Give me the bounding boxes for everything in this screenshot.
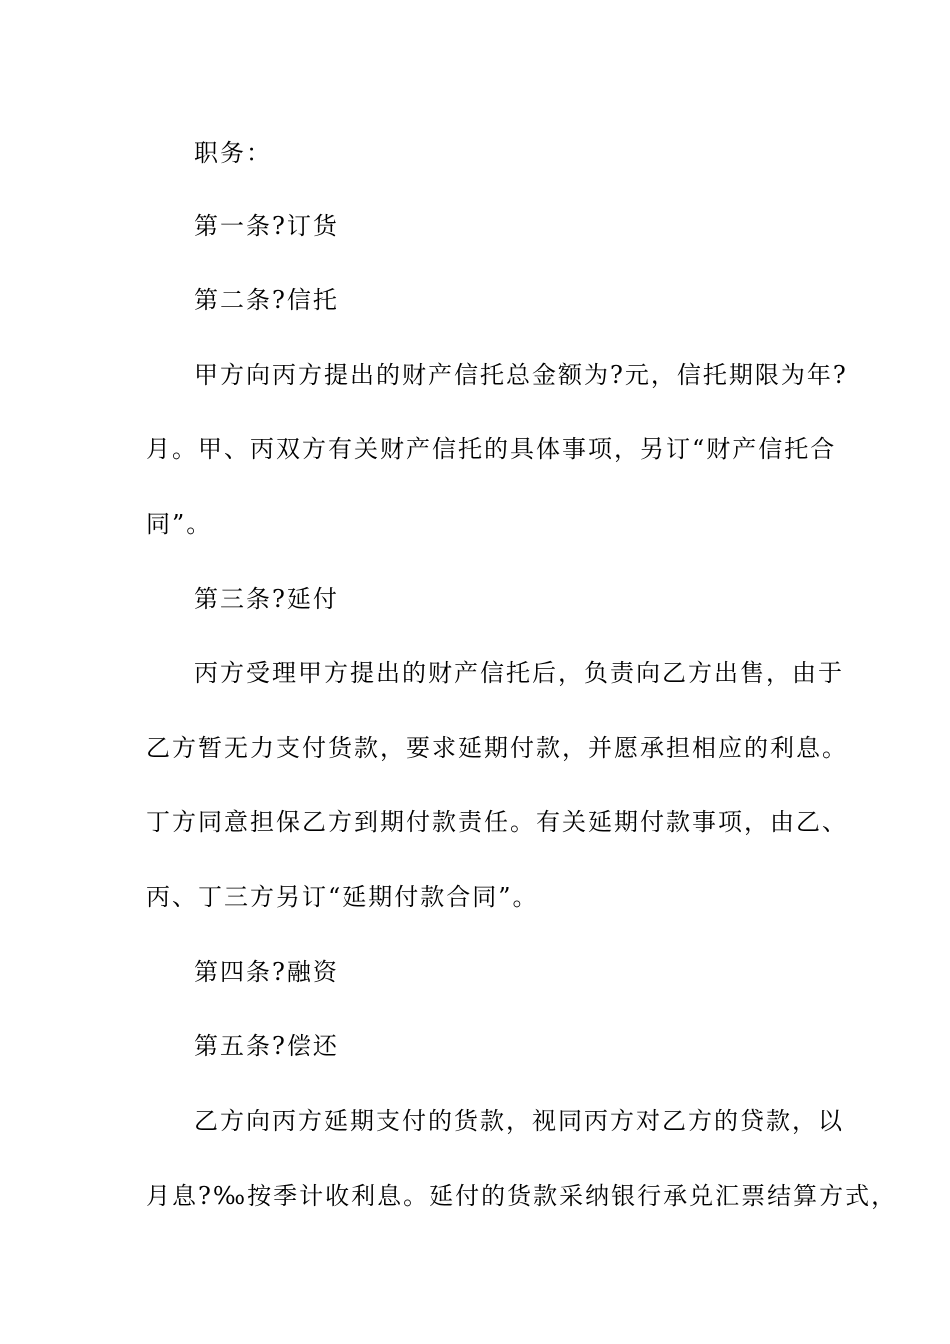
paragraph-line: 乙方向丙方延期支付的货款，视同丙方对乙方的贷款，以 — [194, 1107, 844, 1135]
paragraph-line: 甲方向丙方提出的财产信托总金额为?元，信托期限为年? — [194, 361, 848, 389]
article-5-heading: 第五条?偿还 — [194, 1032, 339, 1060]
position-label: 职务： — [194, 139, 272, 167]
paragraph-line: 月。甲、丙双方有关财产信托的具体事项，另订“财产信托合 — [146, 435, 837, 463]
paragraph-line: 乙方暂无力支付货款，要求延期付款，并愿承担相应的利息。 — [146, 734, 848, 762]
article-2-heading: 第二条?信托 — [194, 286, 339, 314]
paragraph-line: 同”。 — [146, 510, 213, 538]
paragraph-line: 月息?‰按季计收利息。延付的货款采纳银行承兑汇票结算方式， — [146, 1182, 898, 1210]
paragraph-line: 丙方受理甲方提出的财产信托后，负责向乙方出售，由于 — [194, 659, 844, 687]
paragraph-line: 丁方同意担保乙方到期付款责任。有关延期付款事项，由乙、 — [146, 808, 848, 836]
paragraph-line: 丙、丁三方另订“延期付款合同”。 — [146, 883, 539, 911]
article-3-heading: 第三条?延付 — [194, 585, 339, 613]
article-4-heading: 第四条?融资 — [194, 958, 339, 986]
article-1-heading: 第一条?订货 — [194, 212, 339, 240]
